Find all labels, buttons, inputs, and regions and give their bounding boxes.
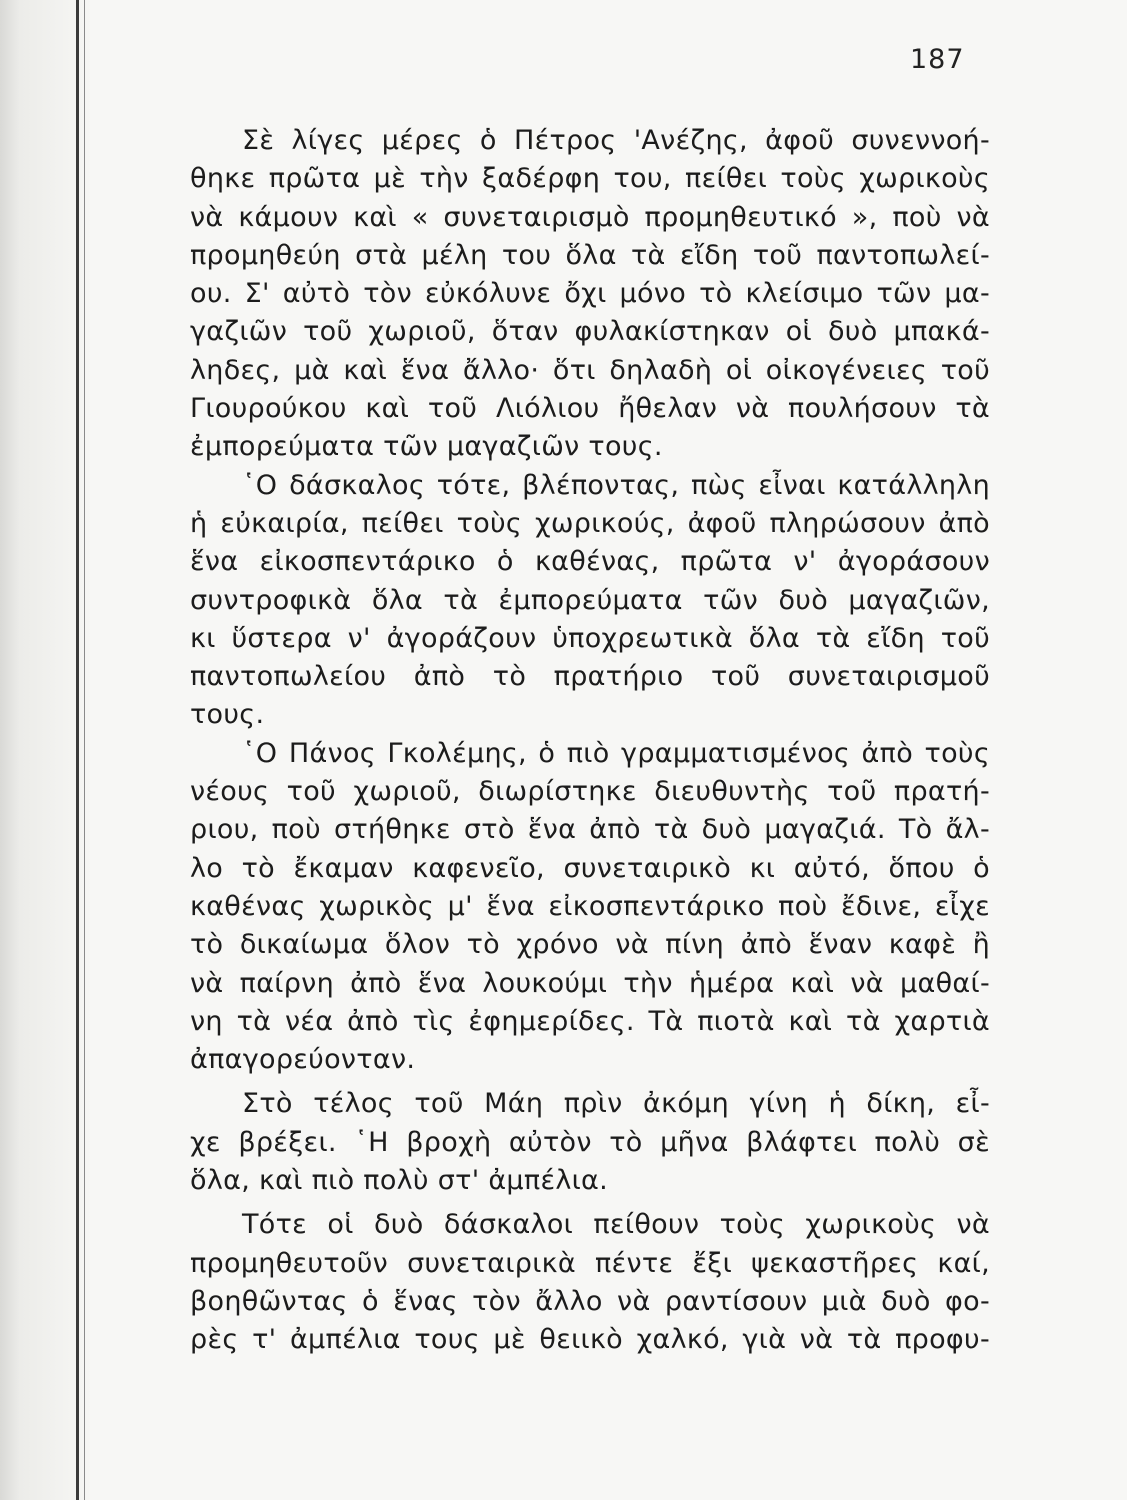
text-line: ῾Ο Πάνος Γκολέμης, ὁ πιὸ γραμματισμένος ἀπὸ τοὺς bbox=[242, 737, 990, 769]
paragraph bbox=[190, 1085, 990, 1200]
text-line: ριου, ποὺ στήθηκε στὸ ἕνα ἀπὸ τὰ δυὸ μαγαζιά. Τὸ ἄλ- bbox=[190, 814, 990, 846]
text-line: ἡ εὐκαιρία, πείθει τοὺς χωρικούς, ἀφοῦ πληρώσουν ἀπὸ bbox=[190, 507, 990, 539]
paragraph bbox=[190, 467, 990, 735]
text-line: νέους τοῦ χωριοῦ, διωρίστηκε διευθυντὴς τοῦ πρατή- bbox=[190, 776, 990, 808]
text-line: παντοπωλείου ἀπὸ τὸ πρατήριο τοῦ συνεταιρισμοῦ bbox=[190, 661, 990, 693]
text-line: Στὸ τέλος τοῦ Μάη πρὶν ἀκόμη γίνη ἡ δίκη, εἶ- bbox=[242, 1088, 990, 1120]
text-line: συντροφικὰ ὅλα τὰ ἐμπορεύματα τῶν δυὸ μαγαζιῶν, bbox=[190, 584, 990, 616]
text-line: νὰ παίρνη ἀπὸ ἕνα λουκούμι τὴν ἡμέρα καὶ νὰ μαθαί- bbox=[190, 967, 990, 999]
text-line: ἐμπορεύματα τῶν μαγαζιῶν τους. bbox=[190, 431, 663, 463]
text-line: ρὲς τ' ἀμπέλια τους μὲ θειικὸ χαλκό, γιὰ νὰ τὰ προφυ- bbox=[190, 1324, 990, 1356]
text-line: ῾Ο δάσκαλος τότε, βλέποντας, πὼς εἶναι κατάλληλη bbox=[242, 469, 990, 501]
text-line: ἕνα εἰκοσπεντάρικο ὁ καθένας, πρῶτα ν' ἀγοράσουν bbox=[190, 546, 990, 578]
text-line: λο τὸ ἔκαμαν καφενεῖο, συνεταιρικὸ κι αὐτό, ὅπου ὁ bbox=[190, 852, 990, 884]
text-line: ου. Σ' αὐτὸ τὸν εὐκόλυνε ὄχι μόνο τὸ κλείσιμο τῶν μα- bbox=[190, 278, 990, 310]
text-line: βοηθῶντας ὁ ἕνας τὸν ἄλλο νὰ ραντίσουν μιὰ δυὸ φο- bbox=[190, 1285, 990, 1317]
text-line: τους. bbox=[190, 699, 265, 731]
text-line: νὰ κάμουν καὶ « συνεταιρισμὸ προμηθευτικό », ποὺ νὰ bbox=[190, 201, 990, 233]
paragraph bbox=[190, 1206, 990, 1359]
text-line: κι ὕστερα ν' ἀγοράζουν ὑποχρεωτικὰ ὅλα τὰ εἴδη τοῦ bbox=[190, 622, 990, 654]
text-line: γαζιῶν τοῦ χωριοῦ, ὅταν φυλακίστηκαν οἱ δυὸ μπακά- bbox=[190, 316, 990, 348]
paragraph bbox=[190, 122, 990, 467]
text-line: προμηθεύη στὰ μέλη του ὅλα τὰ εἴδη τοῦ παντοπωλεί- bbox=[190, 239, 990, 271]
text-line: ὅλα, καὶ πιὸ πολὺ στ' ἀμπέλια. bbox=[190, 1165, 609, 1197]
paragraph bbox=[190, 735, 990, 1080]
binding-edge-line bbox=[76, 0, 79, 1500]
text-line: Γιουρούκου καὶ τοῦ Λιόλιου ἤθελαν νὰ πουλήσουν τὰ bbox=[190, 393, 990, 425]
text-line: θηκε πρῶτα μὲ τὴν ξαδέρφη του, πείθει τοὺς χωρικοὺς bbox=[190, 163, 990, 195]
text-line: τὸ δικαίωμα ὅλον τὸ χρόνο νὰ πίνη ἀπὸ ἕναν καφὲ ἢ bbox=[190, 929, 990, 961]
text-line: νη τὰ νέα ἀπὸ τὶς ἐφημερίδες. Τὰ πιοτὰ καὶ τὰ χαρτιὰ bbox=[190, 1005, 990, 1037]
body-text bbox=[190, 122, 990, 1360]
text-line: προμηθευτοῦν συνεταιρικὰ πέντε ἔξι ψεκαστῆρες καί, bbox=[190, 1247, 990, 1279]
text-line: Τότε οἱ δυὸ δάσκαλοι πείθουν τοὺς χωρικοὺς νὰ bbox=[242, 1209, 990, 1241]
text-line: καθένας χωρικὸς μ' ἕνα εἰκοσπεντάρικο ποὺ ἔδινε, εἶχε bbox=[190, 890, 990, 922]
text-line: ἀπαγορεύονταν. bbox=[190, 1044, 416, 1076]
binding-inner-line bbox=[84, 0, 85, 1500]
text-line: ληδες, μὰ καὶ ἕνα ἄλλο· ὅτι δηλαδὴ οἱ οἰκογένειες τοῦ bbox=[190, 354, 990, 386]
text-line: χε βρέξει. ῾Η βροχὴ αὐτὸν τὸ μῆνα βλάφτει πολὺ σὲ bbox=[190, 1126, 990, 1158]
text-line: Σὲ λίγες μέρες ὁ Πέτρος 'Ανέζης, ἀφοῦ συνεννοή- bbox=[242, 125, 990, 156]
page-number: 187 bbox=[910, 44, 965, 75]
